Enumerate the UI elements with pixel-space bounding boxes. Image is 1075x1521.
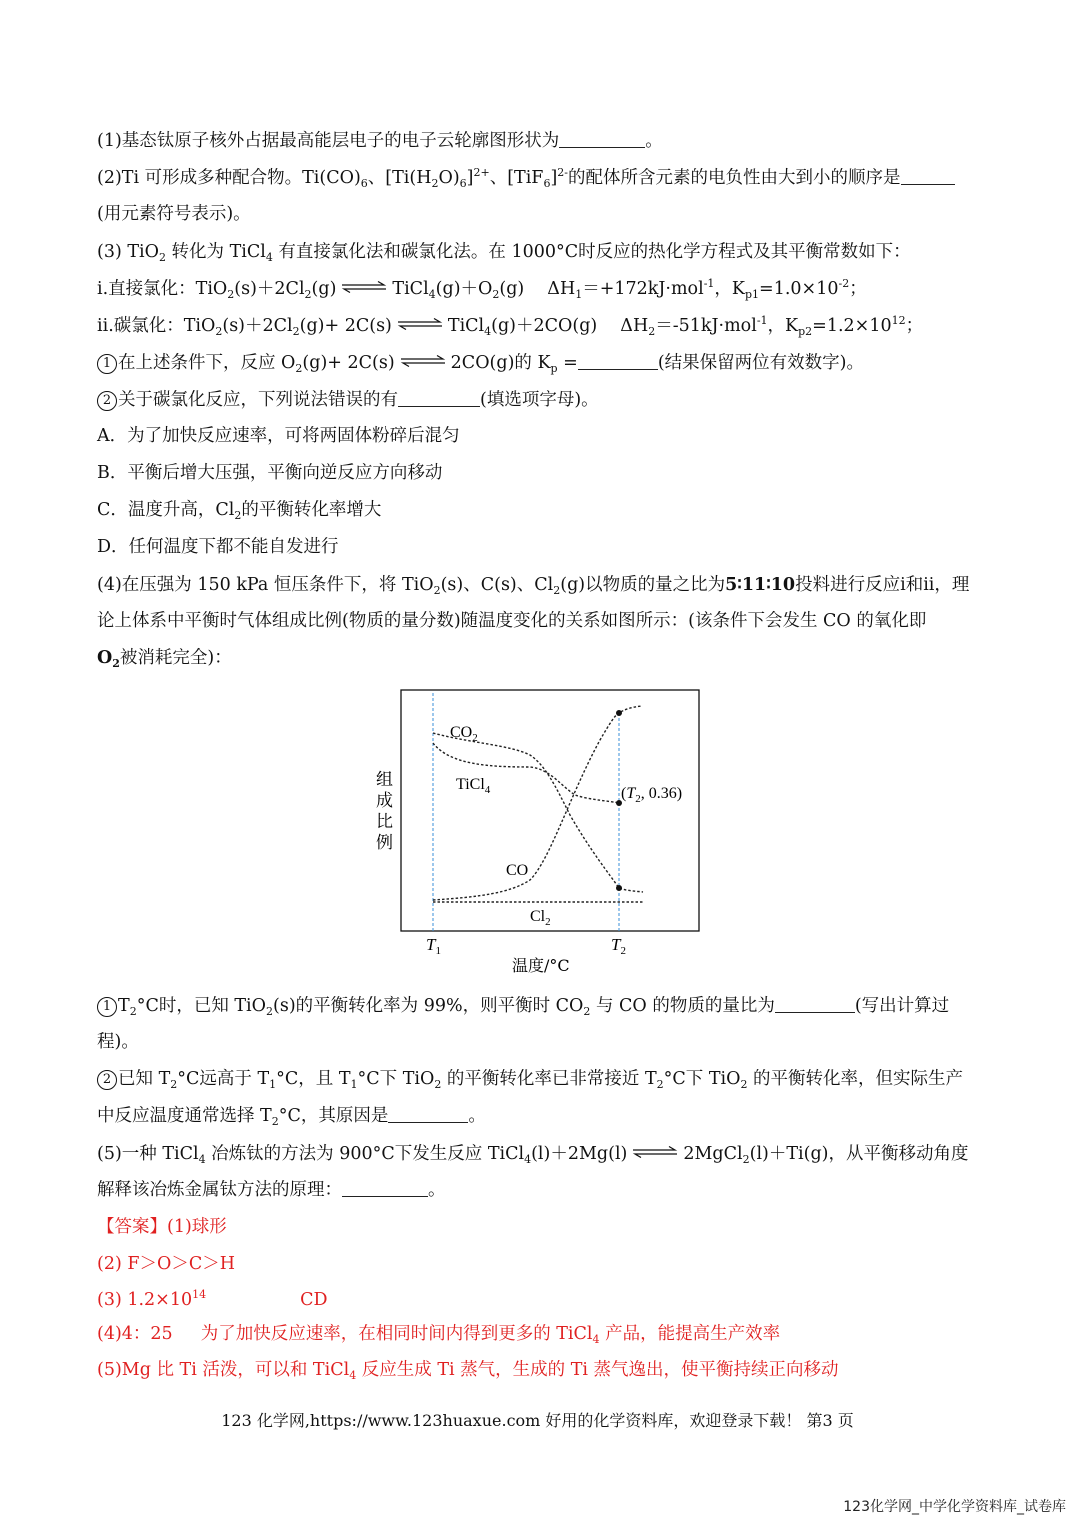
option-b: B．平衡后增大压强，平衡向逆反应方向移动	[97, 463, 443, 483]
question-5-line2: 解释该冶炼金属钛方法的原理： 。	[97, 1180, 446, 1200]
question-4-line3: $O_2$被消耗完全)：	[97, 648, 232, 670]
answer-blank	[388, 1106, 468, 1123]
question-2: (2)Ti 可形成多种配合物。$Ti(CO)_6$、$[Ti(H_2O)_6]^{2+}$、$[TiF_6]^{2-}$的配体所含元素的电负性由大到小的顺序是	[97, 166, 955, 190]
co2-curve	[433, 733, 643, 892]
equilibrium-arrow-icon	[340, 281, 388, 293]
question-4-line2: 论上体系中平衡时气体组成比例(物质的量分数)随温度变化的关系如图所示：(该条件下会发生 CO 的氧化即	[97, 611, 927, 631]
x-tick-t2: $T_2$	[611, 935, 626, 957]
equilibrium-arrow-icon	[396, 318, 444, 330]
equilibrium-arrow-icon	[399, 355, 447, 367]
x-tick-t1: $T_1$	[426, 935, 441, 957]
circled-number: 2	[97, 391, 117, 411]
answer-blank	[342, 1180, 428, 1197]
point-annotation: ($T_2$, 0.36)	[621, 785, 683, 805]
answer-4: (4)4：25 为了加快反应速率，在相同时间内得到更多的 TiCl$_4$ 产品，能提高生产效率	[97, 1324, 781, 1346]
chart-frame	[401, 690, 699, 931]
question-3-sub1: 1 在上述条件下，反应 $O_2(g)+ 2C(s)$ 2CO(g)的 $K_p$ = (结果保留两位有效数字)。	[97, 351, 864, 375]
option-c: C．温度升高，$Cl_2$的平衡转化率增大	[97, 500, 382, 522]
answer-5: (5)Mg 比 Ti 活泼，可以和 TiCl$_4$ 反应生成 Ti 蒸气，生成的 Ti 蒸气逸出，使平衡持续正向移动	[97, 1360, 839, 1382]
option-d: D．任何温度下都不能自发进行	[97, 537, 339, 557]
answer-blank	[901, 168, 955, 185]
circled-number: 1	[97, 997, 117, 1017]
answer-blank	[559, 131, 645, 148]
question-3-intro: (3) TiO$_2$ 转化为 TiCl$_4$ 有直接氯化法和碳氯化法。在 1000°C时反应的热化学方程式及其平衡常数如下：	[97, 242, 911, 264]
cl2-label: $Cl_2$	[530, 908, 551, 928]
option-a: A．为了加快反应速率，可将两固体粉碎后混匀	[97, 426, 460, 446]
question-4-sub1: 1 $T_2^\circ C$时，已知 TiO$_2$(s)的平衡转化率为 99%，则平衡时 $CO_2$ 与 CO 的物质的量比为 (写出计算过	[97, 994, 949, 1018]
circled-number: 2	[97, 1070, 117, 1090]
circled-number: 1	[97, 354, 117, 374]
question-2-line2: (用元素符号表示)。	[97, 204, 251, 224]
answer-1: 【答案】(1)球形	[97, 1217, 227, 1237]
co2-point-t2	[616, 885, 622, 891]
answer-blank	[775, 996, 855, 1013]
question-4-sub2-line2: 中反应温度通常选择 $T_2^\circ C$，其原因是 。	[97, 1106, 486, 1128]
question-4-sub2: 2 已知 $T_2^\circ C$远高于 $T_1^\circ C$，且 $T_1^\circ C$下 TiO$_2$ 的平衡转化率已非常接近 $T_2^\circ C$下 TiO$_2$ 的平衡转化率，但实际生产	[97, 1067, 963, 1091]
question-4-line1: (4)在压强为 150 kPa 恒压条件下，将 TiO$_2$(s)、C(s)、$Cl_2(g)$以物质的量之比为5∶11∶10投料进行反应i和ii，理	[97, 575, 970, 597]
co-point-t2	[616, 710, 622, 716]
question-1: (1)基态钛原子核外占据最高能层电子的电子云轮廓图形状为 。	[97, 131, 663, 151]
page-footer: 123 化学网,https://www.123huaxue.com 好用的化学资料库，欢迎登录下载！ 第3 页	[221, 1411, 854, 1430]
question-4-sub1-line2: 程)。	[97, 1032, 139, 1052]
question-3-sub2: 2 关于碳氯化反应，下列说法错误的有 (填选项字母)。	[97, 388, 599, 412]
answer-3: (3) $1.2\times 10^{14}$ CD	[97, 1288, 328, 1310]
ticl4-curve	[433, 743, 619, 803]
y-axis-label-char-4: 例	[376, 833, 393, 853]
co-label: CO	[506, 862, 529, 879]
ticl4-label: TiCl$_4$	[456, 776, 491, 796]
composition-temperature-chart	[370, 685, 710, 980]
reaction-ii: ii.碳氯化：$TiO_2(s)+2Cl_2(g)+ 2C(s)$ TiCl$_4$(g)＋2CO(g) $\Delta H_2=-51kJ\cdot mol^{-1}$，$K_{p2}=1.2\times 10^{12}$；	[97, 314, 924, 338]
reaction-i: i.直接氯化：$TiO_2(s)+2Cl_2(g)$ $TiCl_4(g)+O_2(g)$ $\Delta H_1=+172kJ\cdot mol^{-1}$，$K_{p1}=1.0\times 10^{-2}$；	[97, 277, 867, 301]
co2-label: $CO_2$	[450, 724, 478, 744]
y-axis-label-char-3: 比	[376, 812, 393, 832]
watermark: 123化学网_中学化学资料库_试卷库	[843, 1499, 1066, 1515]
y-axis-label-char-2: 成	[376, 791, 393, 811]
equilibrium-arrow-icon	[631, 1146, 679, 1158]
answer-blank	[578, 353, 658, 370]
question-5: (5)一种 TiCl$_4$ 冶炼钛的方法为 900°C下发生反应 TiCl$_4$(l)＋2Mg(l) 2MgCl$_2$(l)＋Ti(g)，从平衡移动角度	[97, 1144, 969, 1166]
y-axis-label-char-1: 组	[376, 770, 393, 790]
answer-2: (2) F＞O＞C＞H	[97, 1254, 235, 1274]
x-axis-label: 温度/°C	[512, 956, 570, 975]
answer-blank	[398, 390, 480, 407]
